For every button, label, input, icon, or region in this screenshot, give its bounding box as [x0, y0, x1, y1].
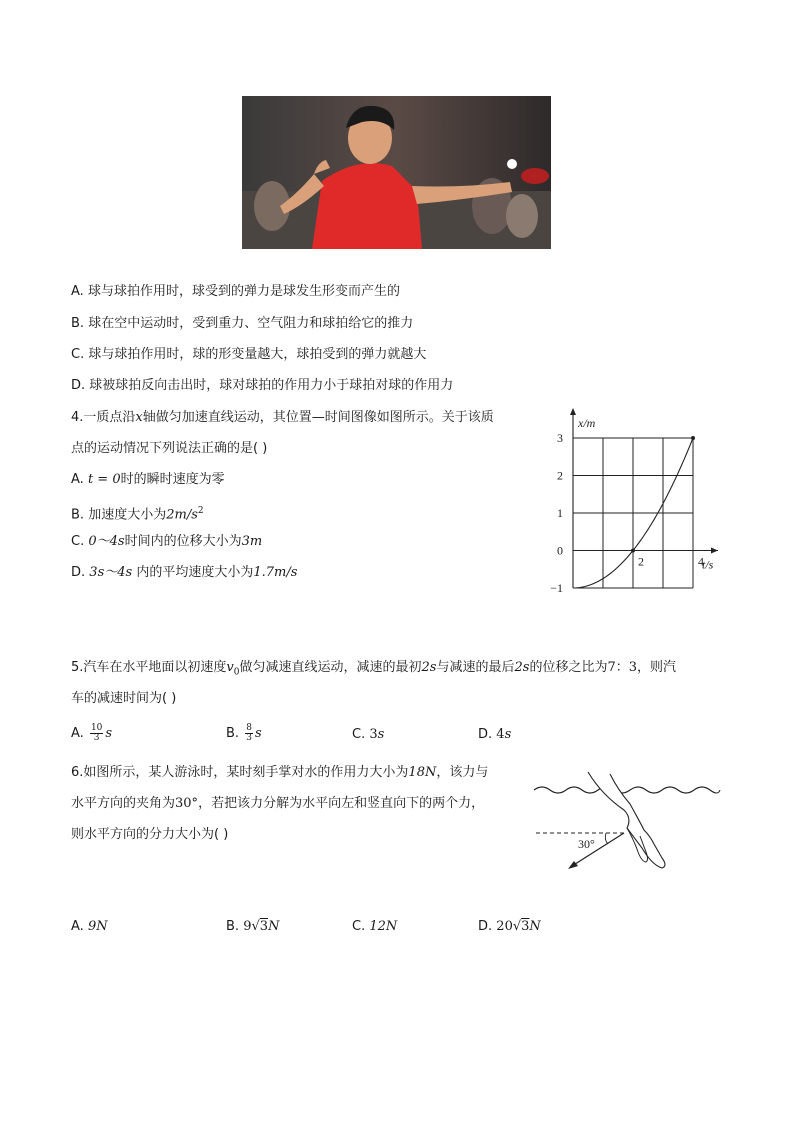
- swimming-hand-figure: [532, 770, 722, 875]
- q3-option-b: B. 球在空中运动时，受到重力、空气阻力和球拍给它的推力: [71, 316, 414, 331]
- q4-stem-line1: 4.一质点沿x轴做匀加速直线运动，其位置—时间图像如图所示。关于该质: [71, 410, 494, 425]
- table-tennis-photo: [242, 96, 551, 249]
- y-axis-label: x/m: [578, 416, 596, 430]
- q6-option-d: D. 20√3N: [478, 919, 541, 934]
- q6-option-b: B. 9√3N: [226, 919, 280, 934]
- q5-option-c: C. 3s: [352, 727, 385, 742]
- data-point: [691, 436, 695, 440]
- q5-option-a: A. $\frac{10}{3}$ s: [71, 723, 113, 743]
- x-tick-label: 2: [638, 554, 644, 569]
- q5-stem-line1: 5.汽车在水平地面以初速度$v_0$做匀减速直线运动，减速的最初2s与减速的最后2s的位移之比为7：3，则汽: [71, 660, 677, 678]
- q5-option-b: B. $\frac{8}{3}$ s: [226, 723, 262, 743]
- y-tick-label: −1: [550, 581, 563, 595]
- q4-option-d: D. 3s～4s 内的平均速度大小为1.7m/s: [71, 565, 298, 580]
- y-axis-arrow: [570, 408, 576, 415]
- x-axis-label: t/s: [702, 557, 714, 572]
- q6-stem-line1: 6.如图所示，某人游泳时，某时刻手掌对水的作用力大小为18N，该力与: [71, 765, 489, 780]
- x-axis-arrow: [711, 548, 718, 554]
- q6-option-a: A. 9N: [71, 919, 108, 934]
- q5-option-d: D. 4s: [478, 727, 512, 742]
- q4-stem-line2: 点的运动情况下列说法正确的是( ): [71, 441, 268, 456]
- q4-option-a: A. t = 0时的瞬时速度为零: [71, 472, 225, 487]
- angle-label: 30°: [578, 837, 595, 851]
- y-tick-label: 1: [557, 506, 563, 520]
- x-tick-label: 4: [698, 554, 704, 569]
- q3-option-a: A. 球与球拍作用时，球受到的弹力是球发生形变而产生的: [71, 284, 400, 299]
- q3-option-c: C. 球与球拍作用时，球的形变量越大，球拍受到的弹力就越大: [71, 347, 427, 362]
- y-tick-label: 0: [557, 543, 563, 558]
- q3-option-d: D. 球被球拍反向击出时，球对球拍的作用力小于球拍对球的作用力: [71, 378, 454, 393]
- q4-option-b: B. 加速度大小为$2m/s^2$: [71, 506, 204, 523]
- q6-option-c: C. 12N: [352, 919, 398, 934]
- q6-stem-line3: 则水平方向的分力大小为( ): [71, 827, 229, 842]
- y-tick-label: 3: [557, 431, 563, 445]
- y-tick-label: 2: [557, 468, 563, 483]
- q4-option-c: C. 0～4s时间内的位移大小为3m: [71, 534, 263, 549]
- q6-stem-line2: 水平方向的夹角为30°，若把该力分解为水平向左和竖直向下的两个力，: [71, 796, 485, 811]
- data-point: [631, 549, 635, 553]
- position-time-chart: [540, 405, 730, 605]
- position-time-chart-svg: [540, 405, 730, 605]
- q5-stem-line2: 车的减速时间为( ): [71, 691, 177, 706]
